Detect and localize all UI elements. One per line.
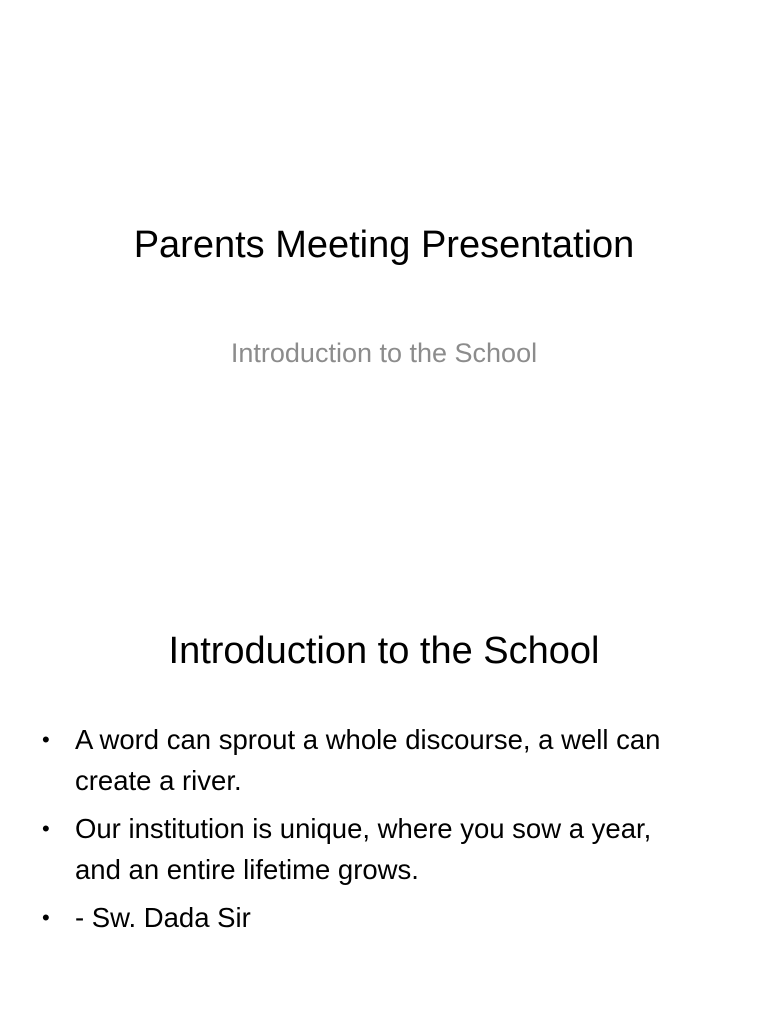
presentation-title: Parents Meeting Presentation [133,224,635,266]
bullet-item [40,808,700,890]
bullet-text: A word can sprout a whole discourse, a well can create a river. [75,724,661,796]
bullet-item [40,897,700,938]
bullet-list [40,719,700,945]
slide-introduction [0,512,768,1024]
bullet-item [40,719,700,801]
bullet-dot-icon: • [42,727,50,752]
bullet-dot-icon: • [42,816,50,841]
bullet-dot-icon: • [42,905,50,930]
slide-heading: Introduction to the School [168,630,600,672]
bullet-text: - Sw. Dada Sir [75,902,251,933]
presentation-subtitle: Introduction to the School [230,338,538,368]
bullet-text: Our institution is unique, where you sow a year, and an entire lifetime grows. [75,813,652,885]
